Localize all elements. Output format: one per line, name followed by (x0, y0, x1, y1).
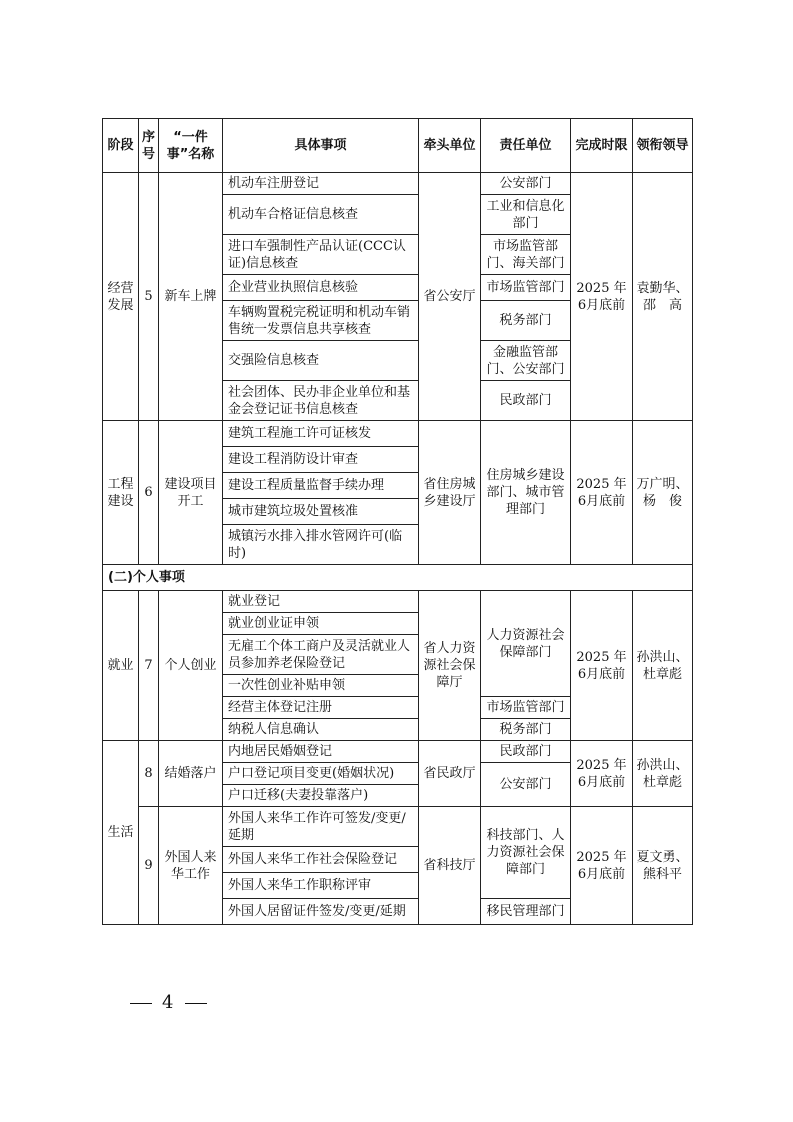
item-cell: 一次性创业补贴申领 (223, 675, 419, 697)
seq-cell: 7 (139, 591, 159, 741)
deadline-cell: 2025 年6月底前 (571, 807, 633, 925)
item-cell: 机动车注册登记 (223, 173, 419, 195)
resp-cell: 工业和信息化部门 (481, 195, 571, 235)
name-cell: 外国人来华工作 (159, 807, 223, 925)
header-seq: 序号 (139, 119, 159, 173)
deadline-cell: 2025 年6月底前 (571, 741, 633, 807)
dash-right (185, 1003, 207, 1004)
resp-cell: 人力资源社会保障部门 (481, 591, 571, 697)
header-item: 具体事项 (223, 119, 419, 173)
item-cell: 建设工程质量监督手续办理 (223, 473, 419, 499)
stage-cell: 生活 (103, 741, 139, 925)
item-cell: 就业创业证申领 (223, 613, 419, 635)
item-cell: 企业营业执照信息核验 (223, 275, 419, 301)
item-cell: 经营主体登记注册 (223, 697, 419, 719)
resp-cell: 移民管理部门 (481, 899, 571, 925)
item-cell: 内地居民婚姻登记 (223, 741, 419, 763)
item-cell: 外国人居留证件签发/变更/延期 (223, 899, 419, 925)
item-cell: 社会团体、民办非企业单位和基金会登记证书信息核查 (223, 381, 419, 421)
lead-cell: 省民政厅 (419, 741, 481, 807)
name-cell: 结婚落户 (159, 741, 223, 807)
table-row (103, 741, 693, 763)
dash-left (130, 1003, 152, 1004)
name-cell: 新车上牌 (159, 173, 223, 421)
deadline-cell: 2025 年6月底前 (571, 173, 633, 421)
item-cell: 交强险信息核查 (223, 341, 419, 381)
item-cell: 城镇污水排入排水管网许可(临时) (223, 525, 419, 565)
resp-cell: 住房城乡建设部门、城市管理部门 (481, 421, 571, 565)
leader-cell: 孙洪山、杜章彪 (633, 741, 693, 807)
lead-cell: 省科技厅 (419, 807, 481, 925)
section-row (103, 565, 693, 591)
resp-cell: 民政部门 (481, 381, 571, 421)
lead-cell: 省人力资源社会保障厅 (419, 591, 481, 741)
item-cell: 建筑工程施工许可证核发 (223, 421, 419, 447)
table-row (103, 591, 693, 613)
resp-cell: 民政部门 (481, 741, 571, 763)
table-row (103, 421, 693, 447)
header-row (103, 119, 693, 173)
stage-cell: 就业 (103, 591, 139, 741)
item-cell: 城市建筑垃圾处置核准 (223, 499, 419, 525)
header-leader: 领衔领导 (633, 119, 693, 173)
header-deadline: 完成时限 (571, 119, 633, 173)
item-cell: 进口车强制性产品认证(CCC认证)信息核查 (223, 235, 419, 275)
header-lead: 牵头单位 (419, 119, 481, 173)
resp-cell: 税务部门 (481, 301, 571, 341)
resp-cell: 公安部门 (481, 173, 571, 195)
item-cell: 车辆购置税完税证明和机动车销售统一发票信息共享核查 (223, 301, 419, 341)
seq-cell: 8 (139, 741, 159, 807)
resp-cell: 公安部门 (481, 763, 571, 807)
item-cell: 无雇工个体工商户及灵活就业人员参加养老保险登记 (223, 635, 419, 675)
resp-cell: 金融监管部门、公安部门 (481, 341, 571, 381)
item-cell: 建设工程消防设计审查 (223, 447, 419, 473)
item-cell: 外国人来华工作职称评审 (223, 873, 419, 899)
table-row (103, 807, 693, 847)
name-cell: 建设项目开工 (159, 421, 223, 565)
leader-cell: 夏文勇、熊科平 (633, 807, 693, 925)
item-cell: 就业登记 (223, 591, 419, 613)
item-cell: 纳税人信息确认 (223, 719, 419, 741)
resp-cell: 市场监管部门 (481, 697, 571, 719)
item-cell: 机动车合格证信息核查 (223, 195, 419, 235)
item-cell: 户口迁移(夫妻投靠落户) (223, 785, 419, 807)
deadline-cell: 2025 年6月底前 (571, 591, 633, 741)
item-cell: 外国人来华工作许可签发/变更/延期 (223, 807, 419, 847)
header-stage: 阶段 (103, 119, 139, 173)
resp-cell: 税务部门 (481, 719, 571, 741)
leader-cell: 孙洪山、杜章彪 (633, 591, 693, 741)
table-row (103, 173, 693, 195)
resp-cell: 市场监管部门、海关部门 (481, 235, 571, 275)
section-title: (二)个人事项 (103, 565, 693, 591)
stage-cell: 经营发展 (103, 173, 139, 421)
item-cell: 外国人来华工作社会保险登记 (223, 847, 419, 873)
resp-cell: 科技部门、人力资源社会保障部门 (481, 807, 571, 899)
header-name: “一件事”名称 (159, 119, 223, 173)
resp-cell: 市场监管部门 (481, 275, 571, 301)
leader-cell: 万广明、杨 俊 (633, 421, 693, 565)
matters-table (102, 118, 693, 925)
page-number-value: 4 (162, 992, 176, 1013)
seq-cell: 9 (139, 807, 159, 925)
seq-cell: 5 (139, 173, 159, 421)
lead-cell: 省住房城乡建设厅 (419, 421, 481, 565)
leader-cell: 袁勤华、邵 高 (633, 173, 693, 421)
item-cell: 户口登记项目变更(婚姻状况) (223, 763, 419, 785)
page-number (120, 992, 217, 1013)
stage-cell: 工程建设 (103, 421, 139, 565)
deadline-cell: 2025 年6月底前 (571, 421, 633, 565)
lead-cell: 省公安厅 (419, 173, 481, 421)
seq-cell: 6 (139, 421, 159, 565)
header-resp: 责任单位 (481, 119, 571, 173)
name-cell: 个人创业 (159, 591, 223, 741)
